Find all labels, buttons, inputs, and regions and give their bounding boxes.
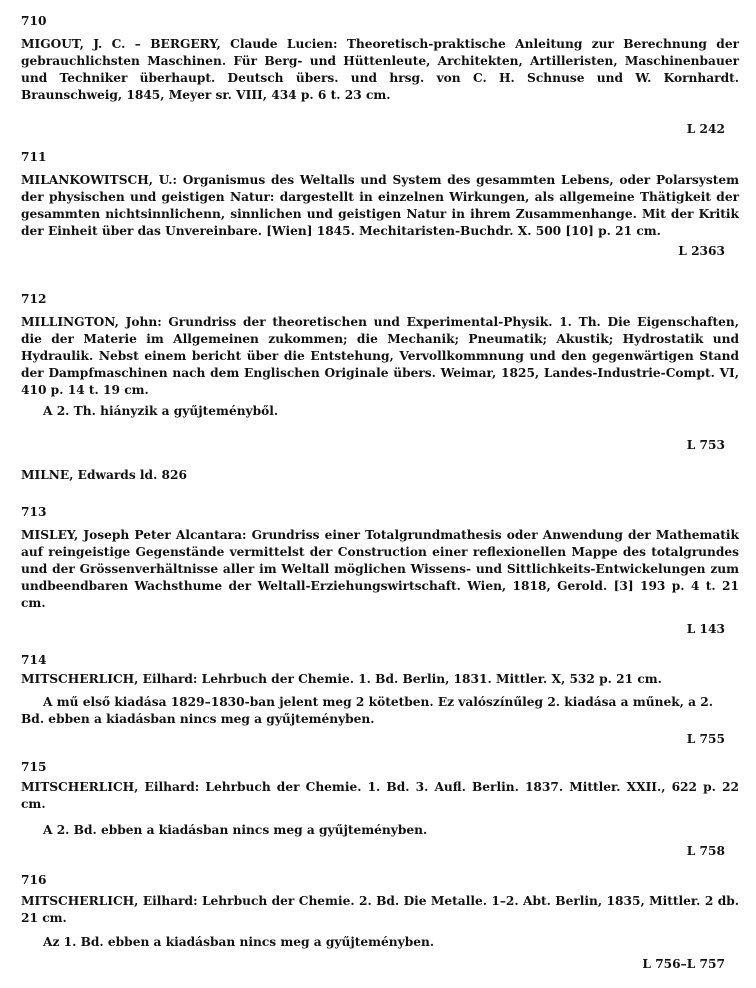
entry-description: MISLEY, Joseph Peter Alcantara: Grundriss einer Totalgrundmathesis oder Anwendung der Mathematik auf reingeistige Gegenstände vermittelst der Construction einer reflexionellen Mappe des totalgrundes und der Grössenverhältnisse aller im Weltall möglichen Wissens- und Sittlichkeits-Entwickelungen zum undbeendbaren Wachsthume der Weltall-Erziehungswirtschaft. Wien, 1818, Gerold. [3] 193 p. 4 t. 21 cm. [21,528,739,610]
entry-number: 711 [21,150,47,164]
entry-number: 710 [21,14,47,28]
shelfmark: L 2363 [678,244,725,258]
entry-description: MITSCHERLICH, Eilhard: Lehrbuch der Chemie. 1. Bd. 3. Aufl. Berlin. 1837. Mittler. XXII., 622 p. 22 cm. [21,780,739,811]
cross-reference: MILNE, Edwards ld. 826 [21,468,188,482]
entry-number: 713 [21,505,47,519]
entry-description: MIGOUT, J. C. – BERGERY, Claude Lucien: Theoretisch-praktische Anleitung zur Berechnung der gebrauchlichsten Maschinen. Für Berg- und Hüttenleute, Architekten, Artilleristen, Maschinenbauer und Techniker überhaupt. Deutsch übers. und hrsg. von C. H. Schnuse und W. Kornhardt. Braunschweig, 1845, Meyer sr. VIII, 434 p. 6 t. 23 cm. [21,37,739,102]
entry-description: MILLINGTON, John: Grundriss der theoretischen und Experimental-Physik. 1. Th. Die Eigenschaften, die der Materie im Allgemeinen zukommen; die Mechanik; Pneumatik; Akustik; Hydrostatik und Hydraulik. Nebst einem bericht über die Entstehung, Vervollkommnung und den gegenwärtigen Stand der Dampfmaschinen nach dem Englischen Originale übers. Weimar, 1825, Landes-Industrie-Compt. VI, 410 p. 14 t. 19 cm. [21,315,739,397]
shelfmark: L 242 [686,122,725,136]
entry-description: MILANKOWITSCH, U.: Organismus des Weltalls und System des gesammten Lebens, oder Polarsystem der physischen und geistigen Natur: dargestellt in einzelnen Wirkungen, als allgemeine Thätigkeit der gesammten nichtsinnlichenn, sinnlichen und geistigen Natur in ihrem Zusammenhange. Mit der Kritik der Einheit über das Unvereinbare. [Wien] 1845. Mechitaristen-Buchdr. X. 500 [10] p. 21 cm. [21,173,739,238]
shelfmark: L 143 [686,622,725,636]
entry-note: A mű első kiadása 1829–1830-ban jelent meg 2 kötetben. Ez valószínűleg 2. kiadása a műnek, a 2. Bd. ebben a kiadásban nincs meg a gyűjteményben. [21,695,713,726]
entry-note: A 2. Bd. ebben a kiadásban nincs meg a gyűjteményben. [43,823,428,837]
entry-number: 712 [21,292,47,306]
entry-number: 715 [21,760,47,774]
entry-note: A 2. Th. hiányzik a gyűjteményből. [43,404,279,418]
shelfmark: L 756–L 757 [642,957,725,971]
shelfmark: L 758 [686,844,725,858]
entry-description: MITSCHERLICH, Eilhard: Lehrbuch der Chemie. 2. Bd. Die Metalle. 1–2. Abt. Berlin, 1835, Mittler. 2 db. 21 cm. [21,894,739,925]
shelfmark: L 753 [686,438,725,452]
shelfmark: L 755 [686,732,725,746]
entry-note: Az 1. Bd. ebben a kiadásban nincs meg a gyűjteményben. [43,935,435,949]
entry-description: MITSCHERLICH, Eilhard: Lehrbuch der Chemie. 1. Bd. Berlin, 1831. Mittler. X, 532 p. 21 cm. [21,672,662,686]
entry-number: 714 [21,653,47,667]
entry-number: 716 [21,873,47,887]
